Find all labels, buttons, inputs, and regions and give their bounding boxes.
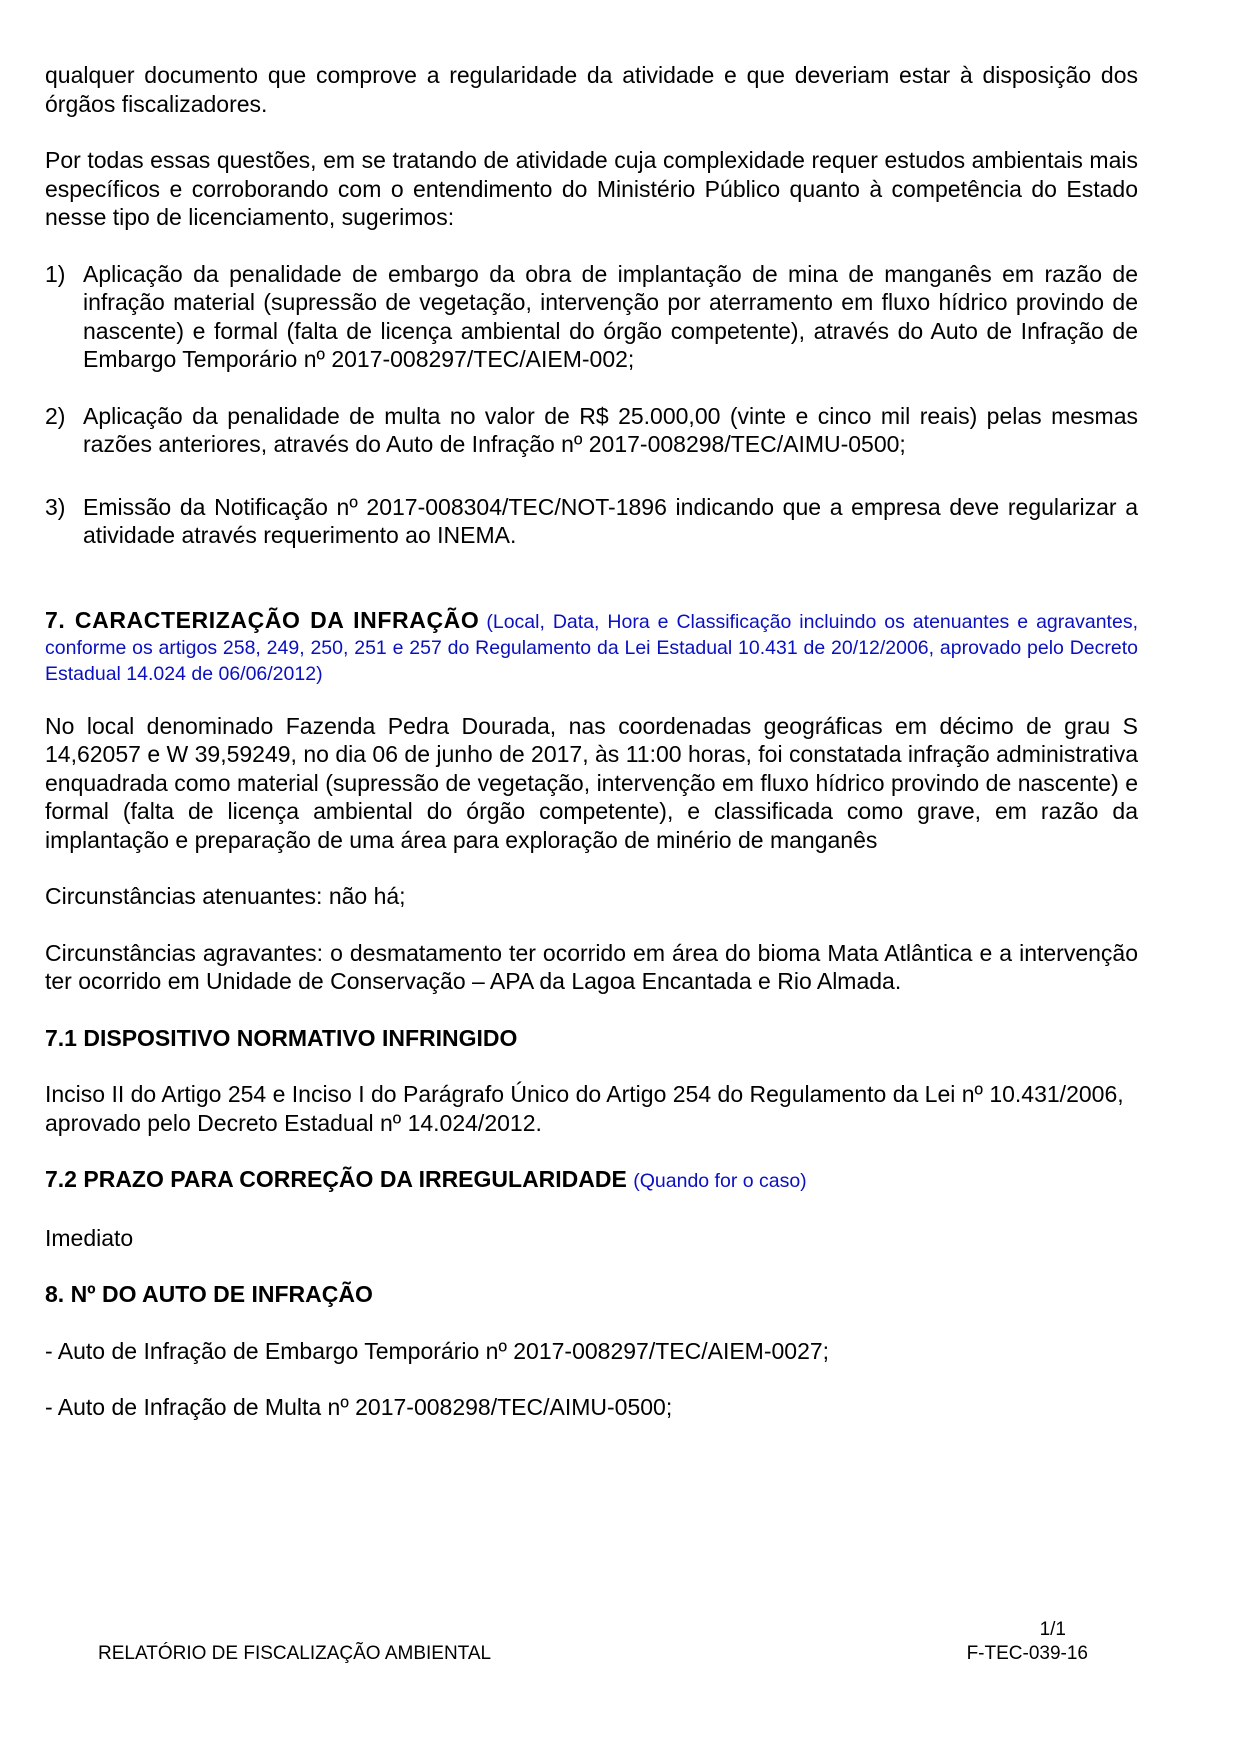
section-7-1-heading: 7.1 DISPOSITIVO NORMATIVO INFRINGIDO — [45, 1024, 518, 1051]
infraction-notice-item: - Auto de Infração de Multa nº 2017-008298/TEC/AIMU-0500; — [45, 1394, 673, 1420]
page-number: 1/1 — [1039, 1619, 1066, 1640]
paragraph-continuation: qualquer documento que comprove a regularidade da atividade e que deveriam estar à disposição dos órgãos fiscalizadores. — [45, 62, 1138, 117]
page-footer — [98, 1618, 1088, 1666]
mitigating-circumstances: Circunstâncias atenuantes: não há; — [45, 883, 406, 909]
suggestion-number: 3) — [45, 493, 66, 520]
infraction-description: No local denominado Fazenda Pedra Dourada, nas coordenadas geográficas em décimo de grau S 14,62057 e W 39,59249, no dia 06 de junho de 2017, às 11:00 horas, foi constatada infração administrativa enquadrada como material (supressão de vegetação, intervenção em fluxo hídrico provindo de nascente) e formal (falta de licença ambiental do órgão competente), e classificada como grave, em razão da implantação e preparação de uma área para exploração de minério de manganês — [45, 712, 1138, 853]
footer-report-title: RELATÓRIO DE FISCALIZAÇÃO AMBIENTAL — [98, 1643, 492, 1664]
suggestion-item — [45, 260, 1138, 374]
section-7-heading — [45, 608, 1138, 688]
section-7-2-note: (Quando for o caso) — [633, 1170, 807, 1192]
section-7-title: 7. CARACTERIZAÇÃO DA INFRAÇÃO — [45, 606, 480, 633]
suggestion-text: Emissão da Notificação nº 2017-008304/TEC/NOT-1896 indicando que a empresa deve regularizar a atividade através requerimento ao INEMA. — [83, 493, 1138, 548]
section-8-heading: 8. Nº DO AUTO DE INFRAÇÃO — [45, 1281, 373, 1307]
infraction-notice-item: - Auto de Infração de Embargo Temporário nº 2017-008297/TEC/AIEM-0027; — [45, 1337, 830, 1364]
suggestion-text: Aplicação da penalidade de multa no valor de R$ 25.000,00 (vinte e cinco mil reais) pelas mesmas razões anteriores, através do Auto de Infração nº 2017-008298/TEC/AIMU-0500; — [83, 402, 1138, 457]
paragraph-recommendation-intro: Por todas essas questões, em se tratando de atividade cuja complexidade requer estudos ambientais mais específicos e corroborando com o entendimento do Ministério Público quanto à competência do Estado nesse tipo de licenciamento, sugerimos: — [45, 147, 1138, 230]
infringed-provision: Inciso II do Artigo 254 e Inciso I do Parágrafo Único do Artigo 254 do Regulamento da Lei nº 10.431/2006, aprovado pelo Decreto Estadual nº 14.024/2012. — [45, 1081, 1124, 1136]
footer-form-code: F-TEC-039-16 — [966, 1643, 1088, 1664]
section-7-2-title: 7.2 PRAZO PARA CORREÇÃO DA IRREGULARIDADE — [45, 1166, 627, 1192]
suggestion-item — [45, 402, 1138, 459]
section-7-2-heading — [45, 1165, 1138, 1196]
suggestion-number: 1) — [45, 260, 66, 287]
suggestion-number: 2) — [45, 402, 66, 429]
suggestion-item — [45, 493, 1138, 550]
suggestion-text: Aplicação da penalidade de embargo da obra de implantação de mina de manganês em razão de infração material (supressão de vegetação, intervenção por aterramento em fluxo hídrico provindo de nascente) e formal (falta de licença ambiental do órgão competente), através do Auto de Infração de Embargo Temporário nº 2017-008297/TEC/AIEM-002; — [83, 260, 1138, 372]
aggravating-circumstances: Circunstâncias agravantes: o desmatamento ter ocorrido em área do bioma Mata Atlântica e a intervenção ter ocorrido em Unidade de Conservação – APA da Lagoa Encantada e Rio Almada. — [45, 939, 1138, 994]
section-7-note: (Local, Data, Hora e Classificação incluindo os atenuantes e agravantes, conforme os artigos 258, 249, 250, 251 e 257 do Regulamento da Lei Estadual 10.431 de 20/12/2006, aprovado pelo Decreto Estadual 14.024 de 06/06/2012) — [45, 610, 1138, 685]
correction-deadline: Imediato — [45, 1224, 134, 1251]
document-page — [45, 61, 1138, 1422]
